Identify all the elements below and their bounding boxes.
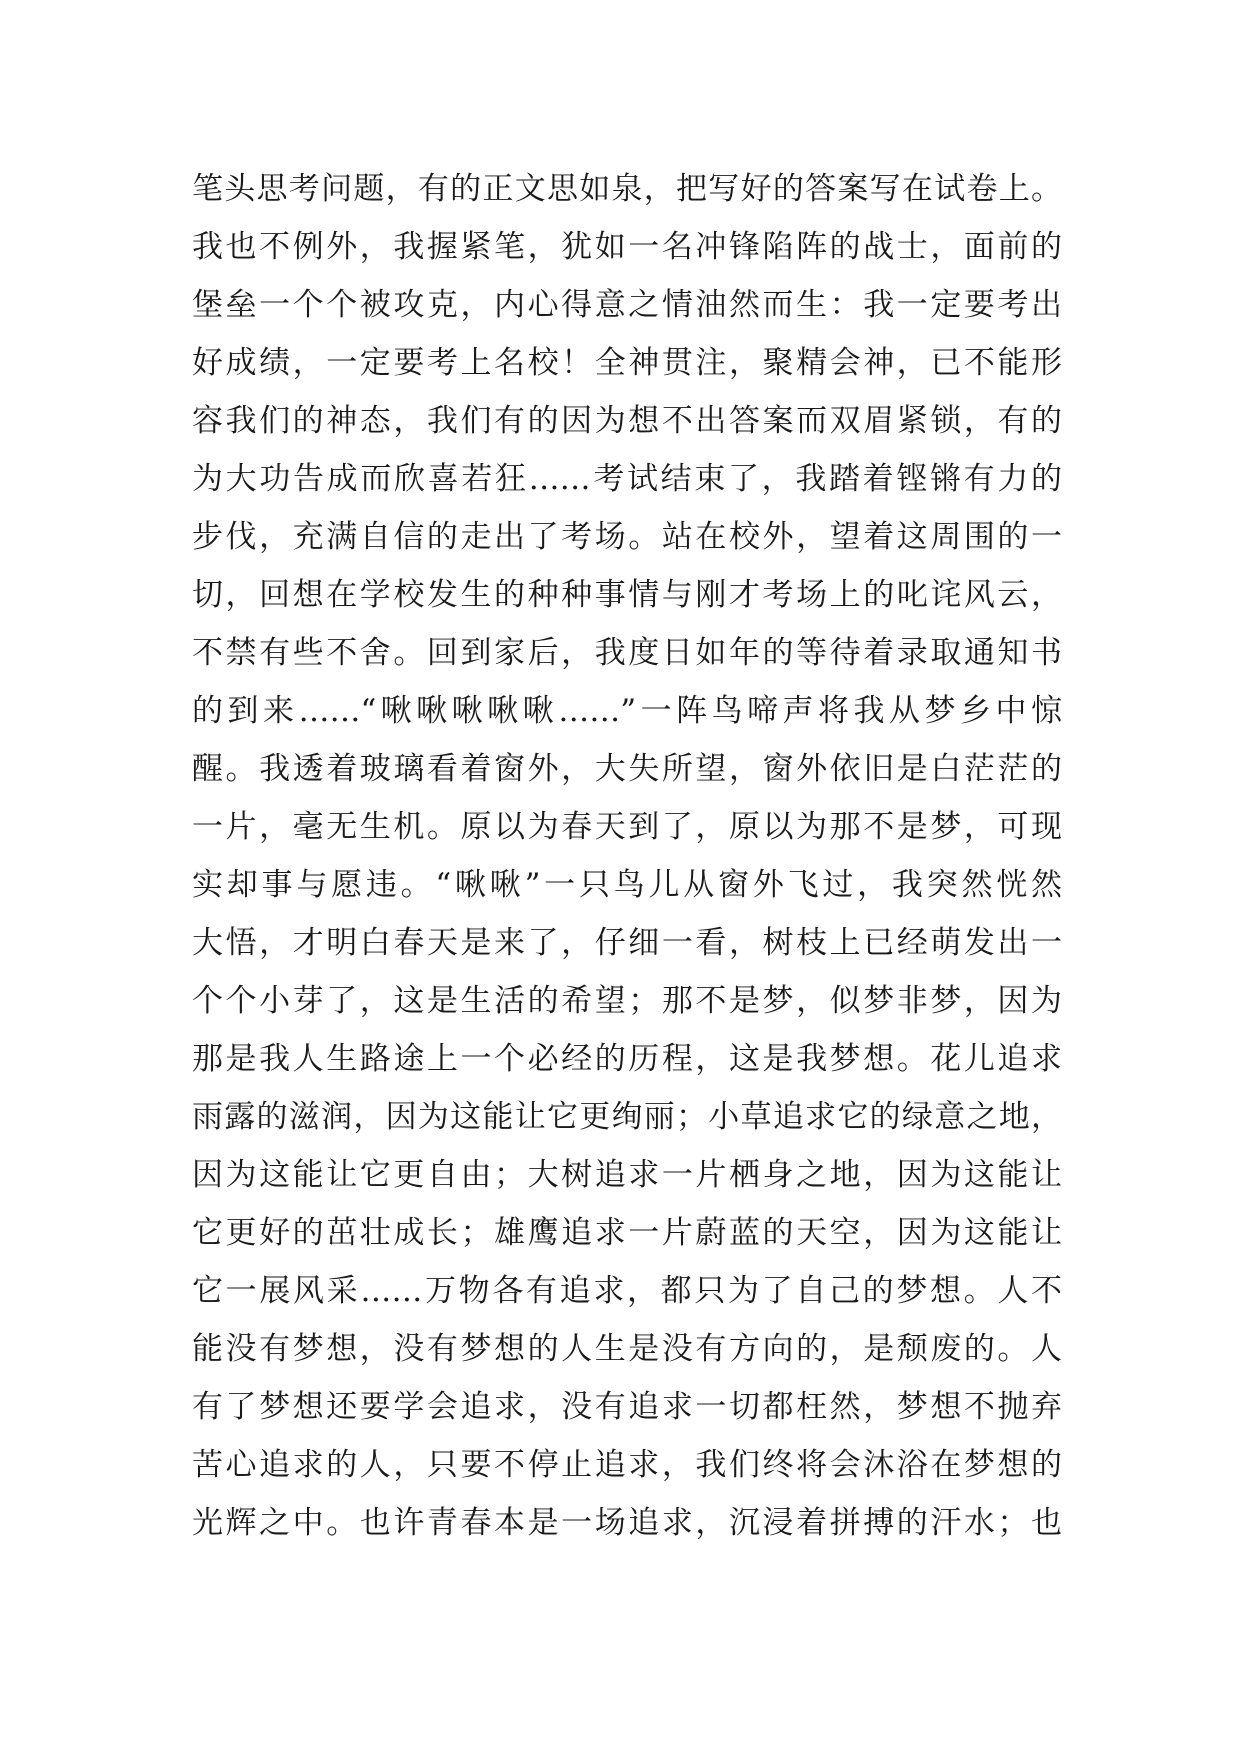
body-text — [192, 160, 1062, 1552]
text-line: 能没有梦想，没有梦想的人生是没有方向的，是颓废的。人 — [192, 1331, 1062, 1367]
text-line: 我也不例外，我握紧笔，犹如一名冲锋陷阵的战士，面前的 — [192, 229, 1062, 265]
text-line: 因为这能让它更自由；大树追求一片栖身之地，因为这能让 — [192, 1157, 1062, 1193]
text-line: 它更好的茁壮成长；雄鹰追求一片蔚蓝的天空，因为这能让 — [192, 1215, 1062, 1251]
text-line: 一片，毫无生机。原以为春天到了，原以为那不是梦，可现 — [192, 809, 1062, 845]
text-line: 大悟，才明白春天是来了，仔细一看，树枝上已经萌发出一 — [192, 925, 1062, 961]
text-line: 光辉之中。也许青春本是一场追求，沉浸着拼搏的汗水；也 — [192, 1505, 1062, 1541]
text-line: 的到来……“啾啾啾啾啾……”一阵鸟啼声将我从梦乡中惊 — [192, 693, 1062, 729]
text-line: 它一展风采……万物各有追求，都只为了自己的梦想。人不 — [192, 1273, 1062, 1309]
text-line: 不禁有些不舍。回到家后，我度日如年的等待着录取通知书 — [192, 635, 1062, 671]
text-line: 堡垒一个个被攻克，内心得意之情油然而生：我一定要考出 — [192, 287, 1062, 323]
text-line: 笔头思考问题，有的正文思如泉，把写好的答案写在试卷上。 — [192, 171, 1062, 207]
text-line: 好成绩，一定要考上名校！全神贯注，聚精会神，已不能形 — [192, 345, 1062, 381]
text-line: 醒。我透着玻璃看着窗外，大失所望，窗外依旧是白茫茫的 — [192, 751, 1062, 787]
text-line: 苦心追求的人，只要不停止追求，我们终将会沐浴在梦想的 — [192, 1447, 1062, 1483]
text-line: 切，回想在学校发生的种种事情与刚才考场上的叱诧风云， — [192, 577, 1062, 613]
text-line: 为大功告成而欣喜若狂……考试结束了，我踏着铿锵有力的 — [192, 461, 1062, 497]
text-line: 步伐，充满自信的走出了考场。站在校外，望着这周围的一 — [192, 519, 1062, 555]
text-line: 实却事与愿违。“啾啾”一只鸟儿从窗外飞过，我突然恍然 — [192, 867, 1062, 903]
text-line: 个个小芽了，这是生活的希望；那不是梦，似梦非梦，因为 — [192, 983, 1062, 1019]
text-line: 容我们的神态，我们有的因为想不出答案而双眉紧锁，有的 — [192, 403, 1062, 439]
text-line: 雨露的滋润，因为这能让它更绚丽；小草追求它的绿意之地， — [192, 1099, 1062, 1135]
text-line: 有了梦想还要学会追求，没有追求一切都枉然，梦想不抛弃 — [192, 1389, 1062, 1425]
text-line: 那是我人生路途上一个必经的历程，这是我梦想。花儿追求 — [192, 1041, 1062, 1077]
